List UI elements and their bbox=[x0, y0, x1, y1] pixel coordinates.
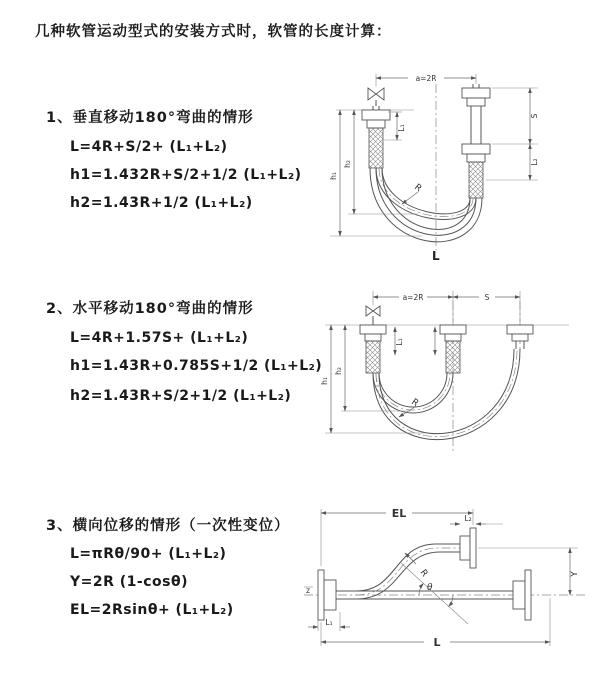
section3-heading: 3、横向位移的情形（一次性变位） bbox=[46, 518, 290, 534]
dim-label-s: S bbox=[530, 113, 539, 119]
angle-label: θ bbox=[427, 583, 433, 593]
section3-formula-L: L=πRθ/90+ (L₁+L₂) bbox=[70, 546, 227, 562]
dim-label-h2: h₂ bbox=[343, 160, 352, 168]
top-flange bbox=[460, 528, 476, 568]
centerline-mark-label: z bbox=[306, 586, 310, 595]
dim-a2r bbox=[376, 74, 476, 86]
centerline-mark bbox=[304, 586, 313, 595]
dim-l1 bbox=[308, 612, 350, 631]
radius-callout bbox=[402, 182, 423, 204]
section1-formula-h1: h1=1.432R+S/2+1/2 (L₁+L₂) bbox=[70, 167, 302, 183]
dim-label-h1: h₁ bbox=[329, 172, 338, 180]
dim-s bbox=[453, 291, 520, 321]
section2-formula-h2: h2=1.43R+S/2+1/2 (L₁+L₂) bbox=[70, 388, 292, 404]
section2-formula-h1: h1=1.43R+0.785S+1/2 (L₁+L₂) bbox=[70, 358, 323, 374]
middle-pipe-fitting bbox=[440, 325, 466, 373]
dim-label-el: EL bbox=[391, 507, 407, 520]
dim-label-l1: L₁ bbox=[397, 124, 406, 132]
dim-label-h1: h₁ bbox=[320, 377, 329, 385]
dim-label-h2: h₂ bbox=[334, 367, 343, 375]
right-pipe-fitting bbox=[507, 325, 533, 349]
braided-hose-section bbox=[469, 162, 483, 198]
valve-icon bbox=[366, 306, 380, 325]
section1-heading: 1、垂直移动180°弯曲的情形 bbox=[46, 110, 254, 126]
dim-label-l1: L₁ bbox=[325, 618, 333, 627]
left-pipe-fitting bbox=[360, 325, 386, 373]
braided-hose-section bbox=[369, 128, 383, 168]
right-pipe-fitting bbox=[462, 84, 490, 198]
section1-formula-L: L=4R+S/2+ (L₁+L₂) bbox=[70, 139, 228, 155]
valve-icon bbox=[368, 88, 384, 106]
dim-label-l2: L₂ bbox=[530, 158, 539, 166]
dim-a2r bbox=[373, 291, 453, 321]
dim-label-l: L bbox=[433, 636, 441, 649]
dim-s bbox=[492, 88, 539, 144]
angle-theta bbox=[400, 562, 468, 624]
hose-u-bend bbox=[370, 168, 482, 242]
dim-label-l1: L₁ bbox=[395, 338, 404, 346]
section2-heading: 2、水平移动180°弯曲的情形 bbox=[46, 301, 254, 317]
dim-label-y: Y bbox=[570, 571, 580, 577]
diagram-vertical-movement-180 bbox=[318, 64, 583, 264]
page-title: 几种软管运动型式的安装方式时，软管的长度计算： bbox=[35, 24, 392, 40]
dim-el bbox=[321, 507, 473, 566]
dim-l2 bbox=[450, 514, 503, 524]
section1-formula-h2: h2=1.43R+1/2 (L₁+L₂) bbox=[70, 195, 253, 211]
diagram-lateral-displacement bbox=[298, 500, 593, 658]
section3-formula-Y: Y=2R (1-cosθ) bbox=[70, 574, 188, 590]
section2-formula-L: L=4R+1.57S+ (L₁+L₂) bbox=[70, 330, 249, 346]
radius-label: R bbox=[409, 397, 421, 410]
left-pipe-fitting bbox=[362, 106, 390, 168]
dim-l2 bbox=[486, 144, 539, 180]
dim-label-a2r: a=2R bbox=[402, 293, 424, 302]
right-flange bbox=[513, 570, 531, 620]
length-label: L bbox=[432, 249, 440, 263]
dim-label-l2: L₂ bbox=[464, 514, 472, 523]
diagram-horizontal-movement-180 bbox=[315, 285, 585, 460]
dim-label-s: S bbox=[484, 293, 490, 302]
radius-label: R bbox=[412, 182, 424, 195]
radius-label: R bbox=[417, 567, 430, 579]
section3-formula-EL: EL=2Rsinθ+ (L₁+L₂) bbox=[70, 602, 234, 618]
dim-label-a2r: a=2R bbox=[415, 74, 437, 83]
dim-l1 bbox=[395, 327, 404, 355]
